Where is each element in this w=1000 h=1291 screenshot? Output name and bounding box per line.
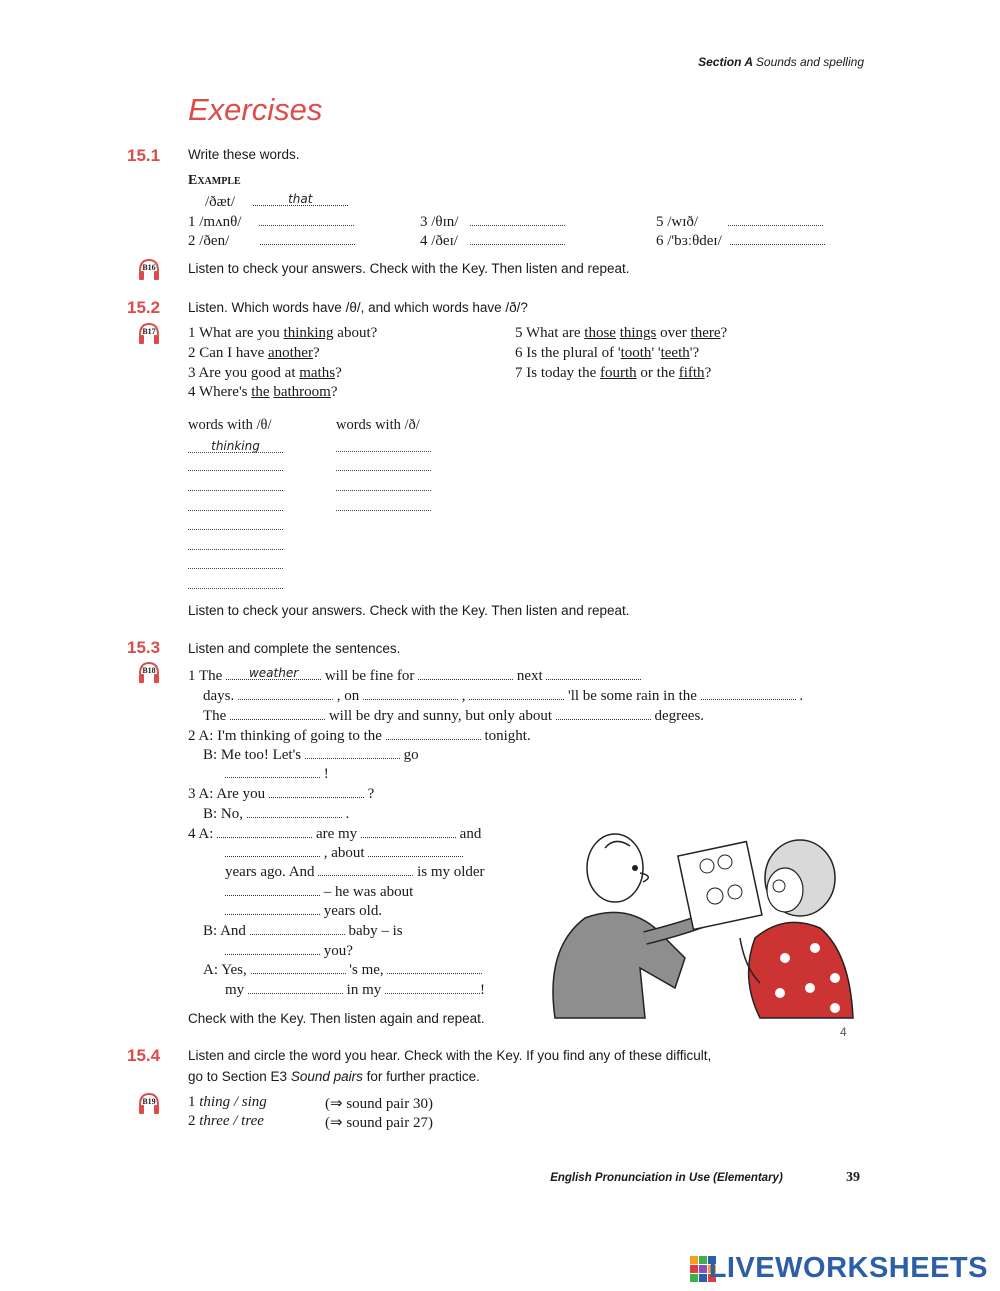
example-answer: that — [288, 192, 313, 206]
list-item: 6 Is the plural of 'tooth' 'teeth'? — [515, 345, 700, 361]
audio-track-label: B19 — [142, 1097, 156, 1106]
answer-input[interactable] — [556, 707, 651, 720]
answer-input[interactable] — [701, 687, 796, 700]
answer-input[interactable] — [259, 213, 354, 226]
page-footer — [550, 1170, 860, 1186]
answer-input[interactable] — [336, 450, 431, 452]
audio-track-label: B16 — [142, 263, 156, 272]
sentence-line: The will be dry and sunny, but only about degrees. — [203, 708, 705, 724]
answer-input[interactable] — [188, 528, 283, 530]
list-item: 6 /'bɜːθdeɪ/ — [656, 232, 825, 250]
headphones-icon[interactable] — [136, 256, 162, 289]
illustration-grandparents — [535, 818, 855, 1038]
sentence-line: A: Yes, 's me, — [203, 961, 482, 979]
answer-input[interactable] — [188, 567, 283, 569]
picture-number: 4 — [840, 1025, 847, 1039]
sentence-line: 3 A: Are you ? — [188, 786, 375, 802]
example-word: /ðæt/ — [205, 194, 236, 210]
answer-input[interactable] — [361, 825, 456, 838]
list-item: 4 /ðeɪ/ — [420, 232, 565, 250]
list-item: 1 thing / sing — [188, 1094, 267, 1110]
answer-input[interactable] — [368, 844, 463, 857]
headphones-icon[interactable] — [136, 320, 162, 353]
list-item: 1 What are you thinking about? — [188, 325, 378, 341]
audio-track-label: B17 — [142, 327, 156, 336]
page-title: Exercises — [188, 92, 323, 127]
list-item: 7 Is today the fourth or the fifth? — [515, 365, 712, 381]
answer-input[interactable] — [217, 825, 312, 838]
answer-input[interactable] — [188, 548, 283, 550]
answer-input[interactable] — [238, 687, 333, 700]
section-header — [698, 55, 864, 69]
sentence-line: you? — [225, 942, 353, 960]
exercise-number: 15.4 — [127, 1046, 161, 1065]
sentence-line: B: And baby – is — [203, 923, 403, 939]
sentence-line: my in my ! — [225, 982, 486, 998]
sentence-line: – he was about — [225, 883, 413, 901]
sentence-line: days. , on , 'll be some rain in the . — [203, 688, 804, 704]
answer-input[interactable] — [225, 844, 320, 857]
exercise-instruction: Listen and complete the sentences. — [188, 641, 401, 656]
example-answer: weather — [248, 666, 299, 680]
list-item: 1 /mʌnθ/ — [188, 213, 354, 231]
answer-input[interactable] — [188, 440, 283, 453]
answer-input[interactable] — [363, 687, 458, 700]
brand-wordmark: LIVEWORKSHEETS — [708, 1252, 988, 1284]
answer-input[interactable] — [336, 509, 431, 511]
sentence-line: ! — [225, 765, 329, 783]
list-item: 4 Where's the bathroom? — [188, 384, 338, 400]
answer-input[interactable] — [318, 863, 413, 876]
answer-input[interactable] — [248, 981, 343, 994]
answer-input[interactable] — [470, 213, 565, 226]
headphones-icon[interactable] — [136, 1090, 162, 1123]
answer-input[interactable] — [226, 667, 321, 680]
column-header-dh: words with /ð/ — [336, 417, 420, 433]
answer-input[interactable] — [305, 746, 400, 759]
example-blank — [253, 193, 348, 206]
exercise-number: 15.2 — [127, 298, 161, 317]
answer-input[interactable] — [188, 489, 283, 491]
list-item: 2 three / tree — [188, 1113, 264, 1129]
word-pair[interactable]: three / tree — [199, 1113, 264, 1129]
answer-input[interactable] — [225, 902, 320, 915]
sentence-line: 2 A: I'm thinking of going to the tonight. — [188, 728, 531, 744]
sentence-line: years old. — [225, 902, 382, 920]
answer-input[interactable] — [386, 727, 481, 740]
answer-input[interactable] — [251, 961, 346, 974]
headphones-icon[interactable] — [136, 659, 162, 692]
answer-input[interactable] — [336, 489, 431, 491]
answer-input[interactable] — [225, 765, 320, 778]
answer-input[interactable] — [387, 961, 482, 974]
exercise-instruction: Listen. Which words have /θ/, and which words have /ð/? — [188, 300, 528, 315]
list-item: 3 /θɪn/ — [420, 213, 565, 231]
answer-input[interactable] — [336, 469, 431, 471]
answer-input[interactable] — [730, 232, 825, 245]
answer-input[interactable] — [188, 509, 283, 511]
sentence-line: , about — [225, 844, 463, 862]
example-answer: thinking — [211, 439, 260, 453]
answer-input[interactable] — [247, 805, 342, 818]
answer-input[interactable] — [230, 707, 325, 720]
book-title: English Pronunciation in Use (Elementary) — [550, 1172, 783, 1184]
answer-input[interactable] — [418, 667, 513, 680]
answer-input[interactable] — [269, 785, 364, 798]
answer-input[interactable] — [260, 232, 355, 245]
exercise-number: 15.1 — [127, 146, 161, 165]
check-instruction: Check with the Key. Then listen again and repeat. — [188, 1011, 485, 1026]
sentence-line: years ago. And is my older — [225, 864, 485, 880]
example-row — [205, 193, 348, 211]
list-item: 5 What are those things over there? — [515, 325, 728, 341]
answer-input[interactable] — [188, 587, 283, 589]
list-item: 3 Are you good at maths? — [188, 365, 342, 381]
answer-input[interactable] — [225, 942, 320, 955]
sentence-line: B: Me too! Let's go — [203, 747, 419, 763]
answer-input[interactable] — [728, 213, 823, 226]
list-item: 2 Can I have another? — [188, 345, 320, 361]
audio-track-label: B18 — [142, 666, 156, 675]
answer-input[interactable] — [225, 883, 320, 896]
word-pair[interactable]: thing / sing — [199, 1094, 267, 1110]
answer-input[interactable] — [250, 922, 345, 935]
exercise-instruction: Listen and circle the word you hear. Check with the Key. If you find any of these difficult, — [188, 1048, 712, 1063]
exercise-instruction: Write these words. — [188, 147, 300, 162]
answer-input[interactable] — [385, 981, 480, 994]
sound-pair-ref: (⇒ sound pair 30) — [325, 1096, 433, 1112]
sound-pair-ref: (⇒ sound pair 27) — [325, 1115, 433, 1131]
exercise-number: 15.3 — [127, 638, 161, 657]
section-subtitle: Sounds and spelling — [755, 55, 864, 69]
check-instruction: Listen to check your answers. Check with the Key. Then listen and repeat. — [188, 603, 630, 618]
column-header-th: words with /θ/ — [188, 417, 272, 433]
answer-input[interactable] — [470, 232, 565, 245]
sentence-line: 4 A: are my and — [188, 826, 482, 842]
sentence-line: B: No, . — [203, 806, 350, 822]
exercise-instruction-2: go to Section E3 Sound pairs for further practice. — [188, 1069, 480, 1084]
list-item: 2 /ðen/ — [188, 232, 355, 250]
sentence-line: 1 The weather will be fine for next — [188, 667, 641, 685]
check-instruction: Listen to check your answers. Check with the Key. Then listen and repeat. — [188, 261, 630, 276]
list-item: 5 /wɪð/ — [656, 213, 823, 231]
answer-input[interactable] — [188, 469, 283, 471]
section-label: Section A — [698, 55, 753, 69]
answer-input[interactable] — [546, 667, 641, 680]
page-number: 39 — [846, 1170, 860, 1185]
example-label: Example — [188, 173, 241, 188]
answer-input[interactable] — [469, 687, 564, 700]
